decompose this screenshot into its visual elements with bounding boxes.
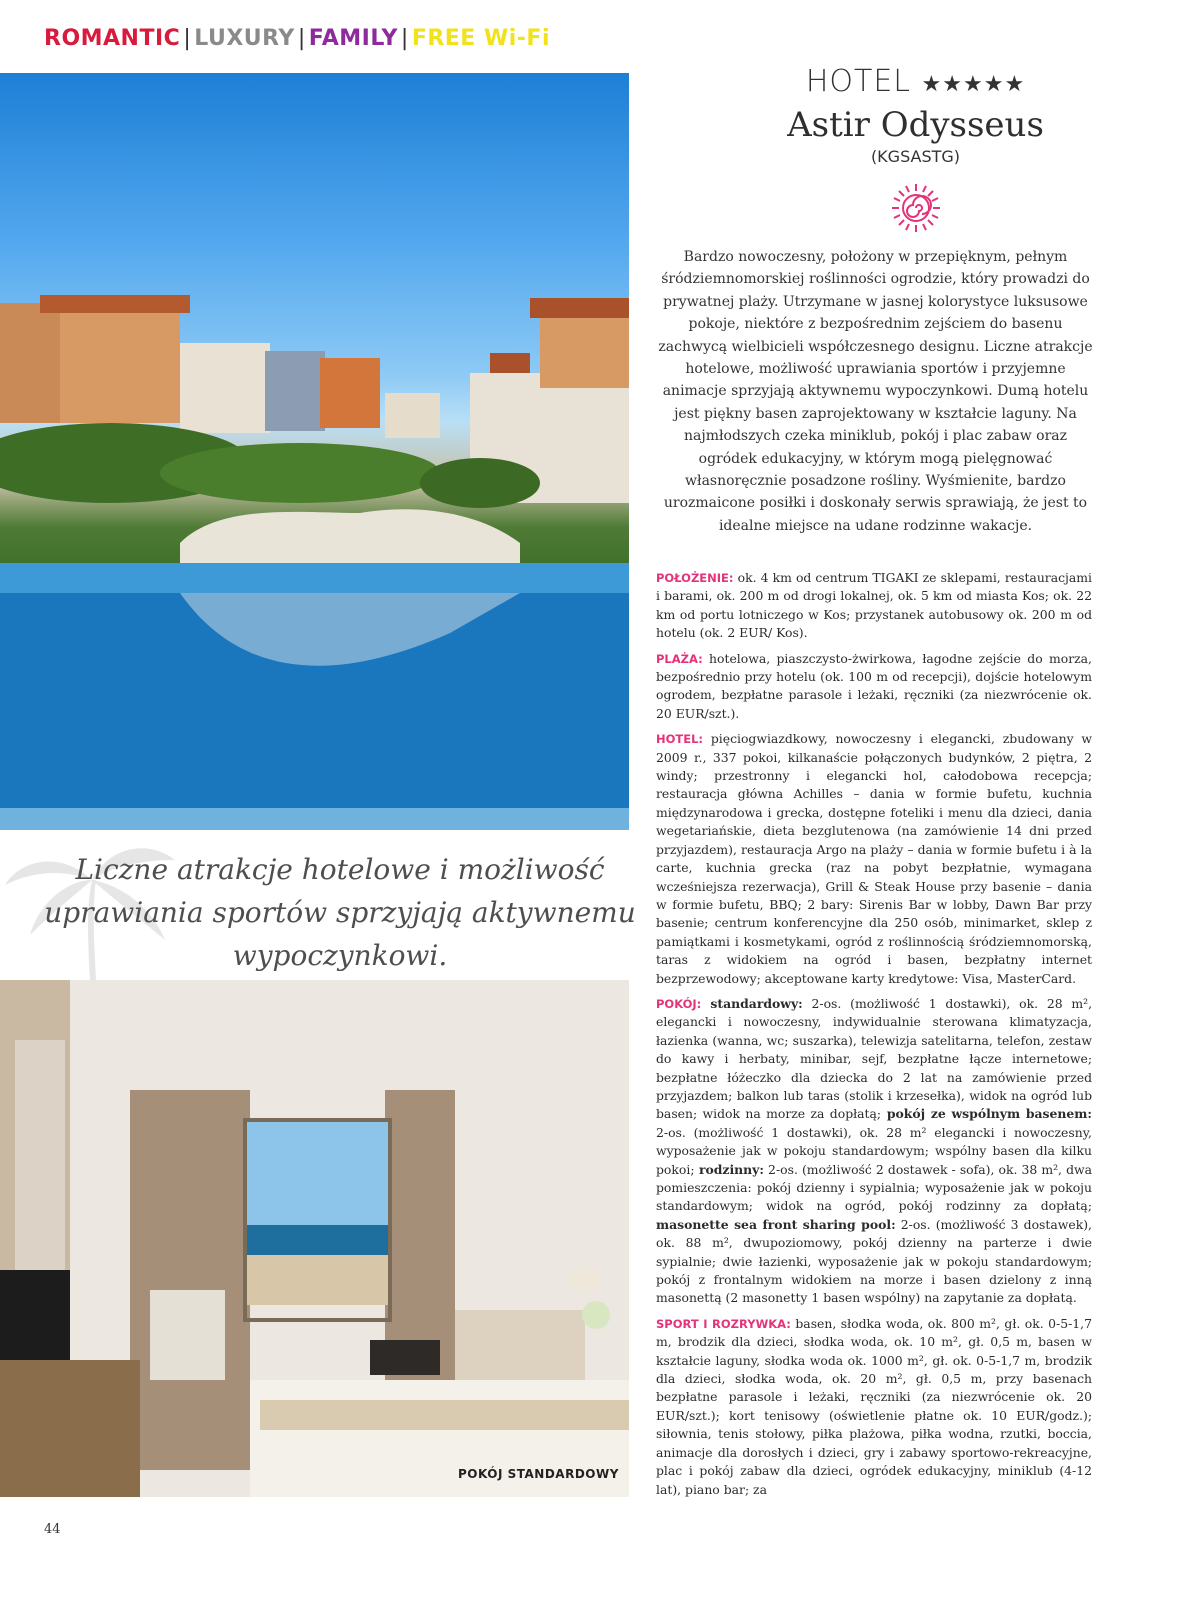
room-shared-pool-text: 2-os. (możliwość 1 dostawki), ok. 28 m² elegancki i nowoczesny, wyposażenie jak w pokoju standardowym; wspólny basen dla kilku pokoi; (656, 1124, 1092, 1177)
location-label: POŁOŻENIE: (656, 571, 734, 585)
hotel-prefix: HOTEL (805, 64, 911, 99)
room-family-text: 2-os. (możliwość 2 dostawek - sofa), ok. 38 m², dwa pomieszczenia: pokój dzienny i sypialnia; wyposażenie jak w pokoju standardowym; widok na ogród, pokój rodzinny za dopłatą; (656, 1161, 1092, 1214)
hotel-code: (KGSASTG) (870, 147, 961, 166)
hotel-pool-photo (0, 73, 629, 830)
hotel-text: pięciogwiazdkowy, nowoczesny i elegancki, zbudowany w 2009 r., 337 pokoi, kilkanaście połączonych budynków, 2 piętra, 2 windy; przestronny i elegancki hol, całodobowa recepcja; restauracja główna Achilles – dania w formie bufetu, kuchnia międzynarodowa i grecka, dostępne foteliki i menu dla dzieci, dania wegetariańskie, dieta bezglutenowa (na zamówienie 14 dni przed przyjazdem), restauracja Argo na plaży – dania w formie bufetu i à la carte, kuchnia grecka (raz na pobyt bezpłatnie, wymagana wcześniejsza rezerwacja), Grill & Steak House przy basenie – dania w formie bufetu, BBQ; 2 bary: Sirenis Bar w lobby, Dawn Bar przy basenie; centrum konferencyjne dla 250 osób, minimarket, sklep z pamiątkami i kosmetykami, ogród z roślinnością śródziemnomorską, taras z widokiem na ogród i basen, bezpłatny internet bezprzewodowy; akceptowane karty kredytowe: Visa, MasterCard. (656, 731, 1092, 986)
page-number: 44 (44, 1522, 61, 1537)
sport-label: SPORT I ROZRYWKA: (656, 1316, 791, 1331)
tag-family: FAMILY (308, 26, 398, 51)
hotel-title-block (630, 64, 1201, 234)
sun-icon (890, 182, 942, 234)
sport-text: basen, słodka woda, ok. 800 m², gł. ok. 0-5-1,7 m, brodzik dla dzieci, słodka woda, ok. 10 m², gł. 0,5 m, basen w kształcie laguny, słodka woda ok. 1000 m², gł. ok. 0-5-1,7 m, brodzik dla dzieci, słodka woda, ok. 20 m², gł. 0,5 m, przy basenach bezpłatne parasole i leżaki, ręczniki (za niezwrócenie ok. 20 EUR/szt.); kort tenisowy (oświetlenie płatne ok. 10 EUR/godz.); siłownia, tenis stołowy, piłka plażowa, piłka wodna, rzutki, boccia, animacje dla dorosłych i dzieci, gry i zabawy sportowo-rekreacyjne, plac i pokój zabaw dla dzieci, ogródek edukacyjny, miniklub (4-12 lat), piano bar; za (656, 1315, 1093, 1497)
sport-section (656, 1315, 1092, 1499)
room-label: POKÓJ: (656, 996, 702, 1011)
category-tags (44, 26, 550, 60)
room-standard-heading: standardowy: (701, 995, 803, 1011)
beach-text: hotelowa, piaszczysto-żwirkowa, łagodne zejście do morza, bezpośrednio przy hotelu (ok. 100 m od recepcji), dojście hotelowym ogrodem, bezpłatne parasole i leżaki, ręczniki (za niezwrócenie ok. 20 EUR/szt.). (656, 650, 1092, 721)
tag-separator: | (183, 26, 192, 51)
hotel-intro: Bardzo nowoczesny, położony w przepięknym, pełnym śródziemnomorskiej roślinności ogrodzie, który prowadzi do prywatnej plaży. Utrzymane w jasnej kolorystyce luksusowe pokoje, niektóre z bezpośrednim zejściem do basenu zachwycą wielbicieli współczesnego designu. Liczne atrakcje hotelowe, możliwość uprawiania sportów i przyjemne animacje sprzyjają aktywnemu wypoczynkowi. Dumą hotelu jest piękny basen zaprojektowany w kształcie laguny. Na najmłodszych czeka miniklub, pokój i plac zabaw oraz ogródek edukacyjny, w którym mogą pielęgnować własnoręcznie posadzone rośliny. Wyśmienite, bardzo urozmaicone posiłki i doskonały serwis sprawiają, że jest to idealne miejsce na udane rodzinne wakacje. (658, 249, 1093, 534)
pull-quote (0, 840, 636, 980)
room-masonette-text: 2-os. (możliwość 3 dostawek), ok. 88 m², dwupoziomowy, pokój dzienny na parterze i dwie sypialnie; dwie łazienki, wyposażenie jak w pokoju standardowym; pokój z frontalnym widokiem na morze i basen dzielony z inną masonettą (2 masonetty 1 basen wspólny) na zapytanie za dopłatą. (656, 1216, 1092, 1306)
standard-room-photo (0, 980, 629, 1497)
beach-section (656, 650, 1092, 724)
star-rating: ★★★★★ (921, 72, 1026, 97)
hotel-name: Astir Odysseus (787, 105, 1044, 145)
location-text: ok. 4 km od centrum TIGAKI ze sklepami, restauracjami i barami, ok. 200 m od drogi lokalnej, ok. 5 km od miasta Kos; ok. 22 km od portu lotniczego w Kos; przystanek autobusowy ok. 200 m od hotelu (ok. 2 EUR/ Kos). (656, 570, 1092, 641)
hotel-label: HOTEL: (656, 732, 704, 747)
tag-luxury: LUXURY (194, 26, 295, 51)
tag-separator: | (400, 26, 409, 51)
room-section (656, 995, 1092, 1308)
pool-illustration (0, 73, 629, 830)
room-shared-pool-heading: pokój ze wspólnym basenem: (881, 1106, 1092, 1122)
quote-text: Liczne atrakcje hotelowe i możliwość uprawiania sportów sprzyjają aktywnemu wypoczynkowi. (44, 853, 636, 972)
hotel-section (656, 730, 1092, 988)
hotel-details (656, 569, 1092, 1506)
beach-label: PLAŻA: (656, 651, 703, 666)
room-family-heading: rodzinny: (694, 1161, 764, 1177)
tag-romantic: ROMANTIC (44, 26, 181, 51)
room-masonette-heading: masonette sea front sharing pool: (656, 1216, 896, 1232)
tag-free-wifi: FREE Wi-Fi (411, 26, 551, 51)
tag-separator: | (297, 26, 306, 51)
hotel-category (630, 64, 1201, 99)
location-section (656, 569, 1092, 643)
photo-caption: POKÓJ STANDARDOWY (458, 1467, 619, 1481)
room-standard-text: 2-os. (możliwość 1 dostawki), ok. 28 m², elegancki i nowoczesny, indywidualnie sterowana klimatyzacja, łazienka (wanna, wc; suszarka), telewizja satelitarna, telefon, zestaw do kawy i herbaty, minibar, sejf, bezpłatne łącze internetowe; bezpłatne łóżeczko dla dziecka do 2 lat na zamówienie przed przyjazdem; balkon lub taras (stolik i krzesełka), widok na ogród lub basen; widok na morze za dopłatą; (656, 995, 1093, 1122)
room-illustration (0, 980, 629, 1497)
